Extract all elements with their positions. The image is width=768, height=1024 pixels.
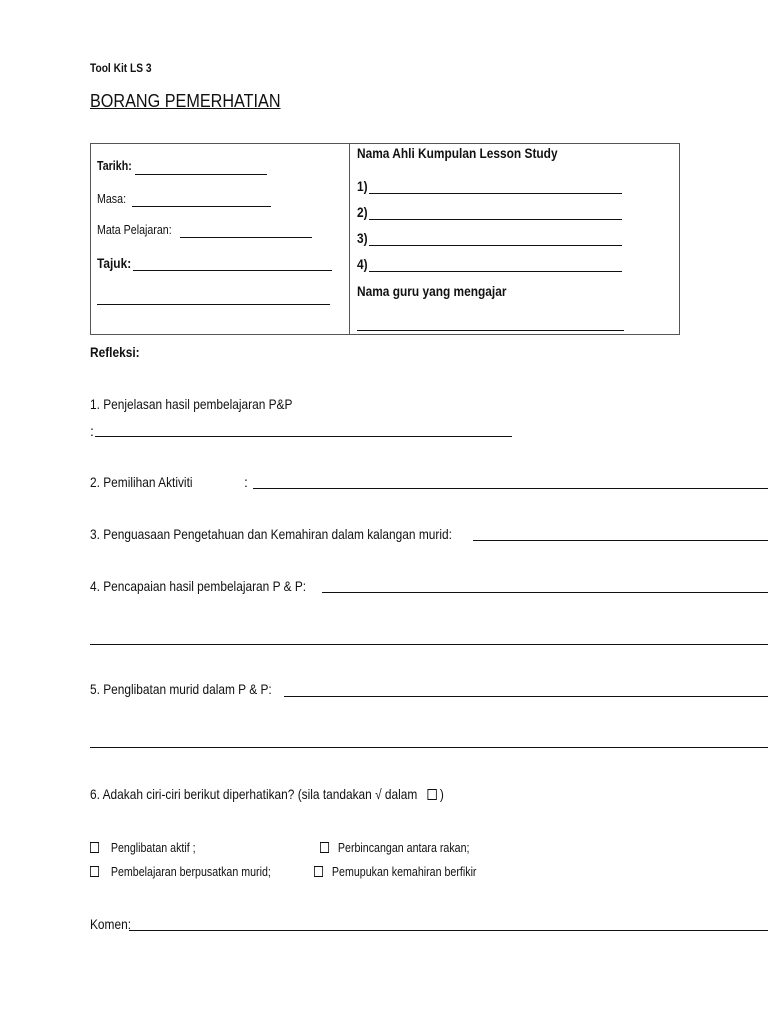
member-4-field[interactable] — [369, 271, 622, 272]
question-4-label: 4. Pencapaian hasil pembelajaran P & P: — [90, 578, 307, 594]
form-title: BORANG PEMERHATIAN — [90, 91, 281, 111]
group-members-heading: Nama Ahli Kumpulan Lesson Study — [357, 145, 558, 161]
question-6-text: 6. Adakah ciri-ciri berikut diperhatikan? (sila tandakan √ dalam — [90, 786, 418, 802]
checklist-label: Pemupukan kemahiran berfikir — [331, 864, 477, 879]
checkbox-pembelajaran[interactable] — [90, 866, 99, 877]
member-1-label: 1) — [357, 178, 368, 194]
member-1-field[interactable] — [369, 193, 622, 194]
toolkit-label: Tool Kit LS 3 — [90, 61, 152, 75]
question-4-field-line2[interactable] — [90, 644, 768, 645]
question-2-colon: : — [244, 474, 248, 490]
question-6-label — [90, 786, 444, 802]
member-4-label: 4) — [357, 256, 368, 272]
checkbox-icon — [427, 789, 436, 800]
question-1-field[interactable] — [95, 436, 512, 437]
tajuk-field-line2[interactable] — [97, 304, 330, 305]
checkbox-perbincangan[interactable] — [320, 842, 329, 853]
checklist-item-pemupukan — [314, 864, 476, 879]
question-1-label: 1. Penjelasan hasil pembelajaran P&P — [90, 396, 293, 412]
question-5-label: 5. Penglibatan murid dalam P & P: — [90, 681, 272, 697]
checklist-label: Pembelajaran berpusatkan murid; — [110, 864, 271, 879]
masa-label: Masa: — [97, 191, 127, 206]
teacher-field[interactable] — [357, 330, 624, 331]
question-4-field[interactable] — [322, 592, 768, 593]
komen-field[interactable] — [129, 930, 768, 931]
question-5-field[interactable] — [284, 696, 768, 697]
info-box — [90, 143, 680, 335]
tajuk-field[interactable] — [133, 270, 332, 271]
question-2-label: 2. Pemilihan Aktiviti — [90, 474, 193, 490]
checklist-label: Perbincangan antara rakan; — [337, 840, 470, 855]
member-3-label: 3) — [357, 230, 368, 246]
question-3-label: 3. Penguasaan Pengetahuan dan Kemahiran dalam kalangan murid: — [90, 526, 452, 542]
teacher-label: Nama guru yang mengajar — [357, 283, 507, 299]
member-3-field[interactable] — [369, 245, 622, 246]
mata-pelajaran-label: Mata Pelajaran: — [97, 222, 172, 237]
info-box-divider — [349, 143, 350, 334]
member-2-label: 2) — [357, 204, 368, 220]
member-2-field[interactable] — [369, 219, 622, 220]
komen-label: Komen: — [90, 916, 132, 932]
mata-pelajaran-field[interactable] — [180, 237, 312, 238]
question-3-field[interactable] — [473, 540, 768, 541]
checklist-item-perbincangan — [320, 840, 469, 855]
checkbox-pemupukan[interactable] — [314, 866, 323, 877]
masa-field[interactable] — [132, 206, 271, 207]
checklist-item-penglibatan — [90, 840, 196, 855]
tajuk-label: Tajuk: — [97, 255, 132, 271]
question-6-end: ) — [439, 786, 444, 802]
question-1-colon: : — [90, 423, 94, 439]
question-5-field-line2[interactable] — [90, 747, 768, 748]
checklist-label: Penglibatan aktif ; — [110, 840, 196, 855]
checklist-item-pembelajaran — [90, 864, 271, 879]
checkbox-penglibatan[interactable] — [90, 842, 99, 853]
tarikh-field[interactable] — [135, 174, 267, 175]
tarikh-label: Tarikh: — [97, 158, 132, 173]
refleksi-heading: Refleksi: — [90, 344, 140, 360]
question-2-field[interactable] — [253, 488, 768, 489]
